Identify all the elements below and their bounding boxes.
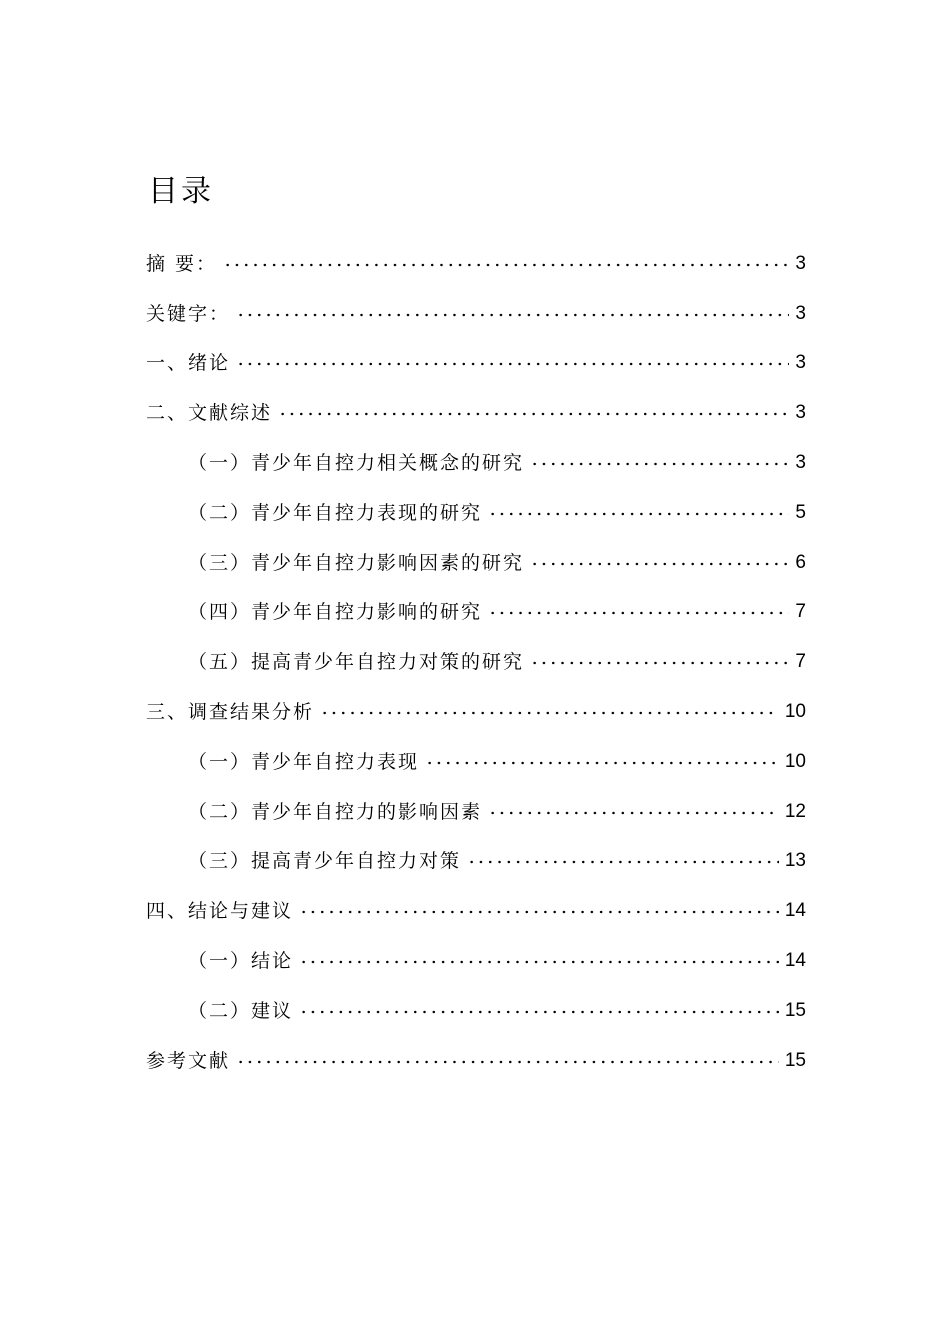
toc-entry[interactable] [146,483,806,533]
toc-entry-label: 四、结论与建议 [146,900,294,923]
toc-list [146,234,806,1081]
toc-leader-dots [299,907,779,917]
toc-leader-dots [488,808,779,818]
toc-entry-page-number: 12 [784,800,806,822]
toc-leader-dots [530,658,789,668]
toc-entry[interactable] [146,533,806,583]
toc-entry-page-number: 3 [795,302,806,324]
toc-leader-dots [488,509,789,519]
toc-entry-label: 关键字： [146,302,231,325]
toc-entry-label: （三）提高青少年自控力对策 [188,850,462,873]
toc-entry-page-number: 6 [795,551,806,573]
toc-entry-page-number: 15 [784,1049,806,1071]
toc-leader-dots [236,310,789,320]
toc-entry[interactable] [146,832,806,882]
toc-entry-label: （一）青少年自控力相关概念的研究 [188,451,525,474]
toc-entry-page-number: 7 [795,651,806,673]
toc-entry-label: （四）青少年自控力影响的研究 [188,601,483,624]
toc-entry[interactable] [146,334,806,384]
toc-entry[interactable] [146,732,806,782]
toc-entry-label: （一）青少年自控力表现 [188,750,420,773]
toc-entry-page-number: 10 [784,700,806,722]
toc-leader-dots [236,1057,779,1067]
toc-entry-label: 一、绪论 [146,352,231,375]
toc-leader-dots [530,559,789,569]
toc-entry-label: （一）结论 [188,949,294,972]
toc-entry[interactable] [146,682,806,732]
toc-entry-page-number: 5 [795,501,806,523]
toc-entry-page-number: 15 [784,999,806,1021]
toc-entry-label: （五）提高青少年自控力对策的研究 [188,651,525,674]
toc-entry-page-number: 14 [784,949,806,971]
toc-leader-dots [425,758,779,768]
toc-entry-label: （二）青少年自控力的影响因素 [188,800,483,823]
toc-entry-label: 摘 要： [146,252,218,275]
toc-entry[interactable] [146,1031,806,1081]
toc-entry[interactable] [146,782,806,832]
toc-leader-dots [223,260,789,270]
toc-leader-dots [530,459,789,469]
toc-entry[interactable] [146,234,806,284]
toc-entry-page-number: 3 [795,352,806,374]
toc-entry[interactable] [146,284,806,334]
toc-leader-dots [320,708,779,718]
toc-leader-dots [467,857,779,867]
toc-entry-label: （二）青少年自控力表现的研究 [188,501,483,524]
toc-entry[interactable] [146,433,806,483]
toc-leader-dots [236,359,789,369]
toc-leader-dots [488,608,789,618]
toc-entry-page-number: 14 [784,900,806,922]
toc-entry-page-number: 7 [795,601,806,623]
toc-entry-page-number: 10 [784,750,806,772]
toc-entry-page-number: 3 [795,402,806,424]
toc-leader-dots [278,409,789,419]
toc-entry-label: 三、调查结果分析 [146,700,315,723]
toc-entry[interactable] [146,981,806,1031]
toc-leader-dots [299,1007,779,1017]
toc-entry[interactable] [146,931,806,981]
toc-entry-label: （二）建议 [188,999,294,1022]
toc-entry-label: （三）青少年自控力影响因素的研究 [188,551,525,574]
toc-title: 目录 [148,174,214,209]
toc-leader-dots [299,957,779,967]
toc-entry-label: 二、文献综述 [146,402,273,425]
toc-entry[interactable] [146,583,806,633]
toc-entry[interactable] [146,383,806,433]
toc-entry-label: 参考文献 [146,1049,231,1072]
toc-entry-page-number: 13 [784,850,806,872]
toc-entry-page-number: 3 [795,451,806,473]
toc-entry[interactable] [146,632,806,682]
toc-entry-page-number: 3 [795,252,806,274]
toc-entry[interactable] [146,881,806,931]
